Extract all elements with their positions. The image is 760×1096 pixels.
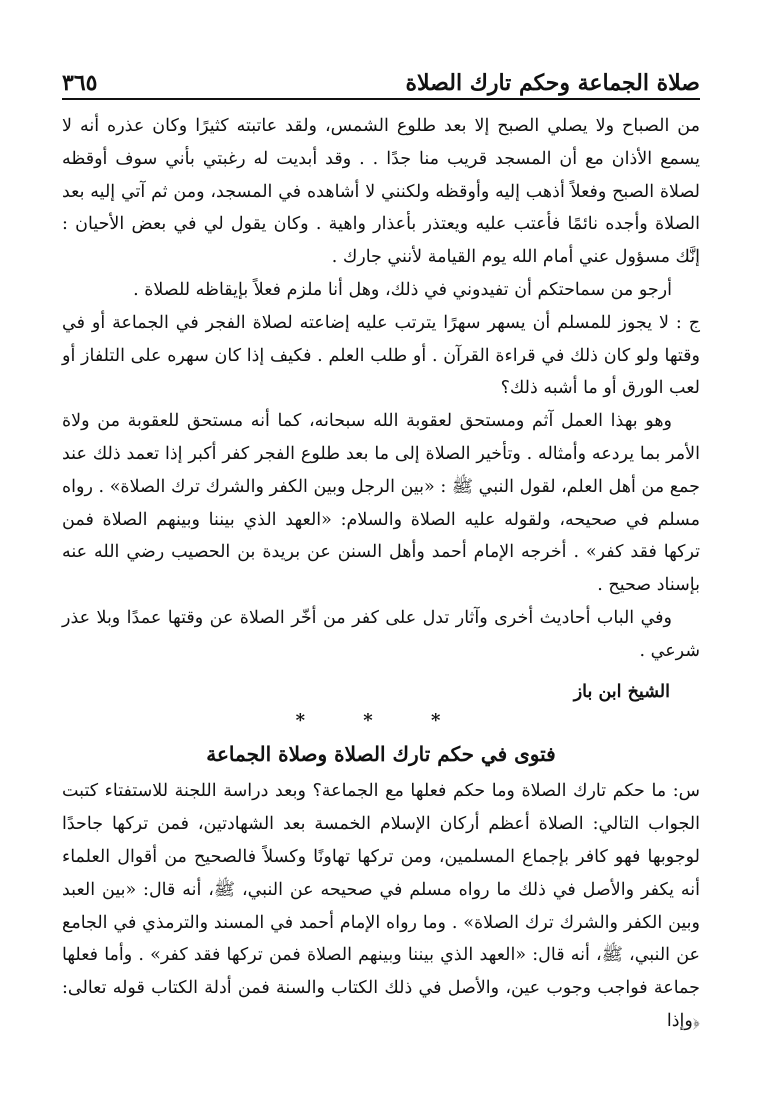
- paragraph: وفي الباب أحاديث أخرى وآثار تدل على كفر من أخّر الصلاة عن وقتها عمدًا وبلا عذر شرعي .: [62, 607, 700, 661]
- paragraph: ج : لا يجوز للمسلم أن يسهر سهرًا يترتب عليه إضاعته لصلاة الفجر في الجماعة أو في وقتها ولو كان ذلك في قراءة القرآن . أو طلب العلم . فكيف إذا كان سهره على التلفاز أو لعب الورق أو ما أشبه ذلك؟: [62, 312, 700, 399]
- section-title: فتوى في حكم تارك الصلاة وصلاة الجماعة: [206, 742, 556, 767]
- page-number: ٣٦٥: [62, 70, 98, 96]
- paragraph: من الصباح ولا يصلي الصبح إلا بعد طلوع الشمس، ولقد عاتبته كثيرًا وكان عذره أنه لا يسمع الأذان مع أن المسجد قريب منا جدًا . . وقد أبديت له رغبتي بأني سوف أوقظه لصلاة الصبح وفعلاً أذهب إليه وأوقظه ولكنني لا أشاهده في المسجد، ومن ثم آتي إليه بعد الصلاة وأجده نائمًا فأعتب عليه ويعتذر بأعذار واهية . وكان يقول لي في بعض الأحيان : إنَّك مسؤول عني أمام الله يوم القيامة لأنني جارك .: [62, 116, 700, 268]
- book-page: [62, 62, 700, 1038]
- page-body: [62, 110, 700, 1038]
- paragraph: أرجو من سماحتكم أن تفيدوني في ذلك، وهل أنا ملزم فعلاً بإيقاظه للصلاة .: [133, 279, 672, 300]
- page-header: [62, 62, 700, 100]
- section-separator: * * *: [295, 710, 467, 732]
- running-title: صلاة الجماعة وحكم تارك الصلاة: [405, 70, 700, 96]
- paragraph: وهو بهذا العمل آثم ومستحق لعقوبة الله سبحانه، كما أنه مستحق للعقوبة من ولاة الأمر بما يردعه وأمثاله . وتأخير الصلاة إلى ما بعد طلوع الفجر كفر أكبر إذا تعمد ذلك عند جمع من أهل العلم، لقول النبي ﷺ : «بين الرجل وبين الكفر والشرك ترك الصلاة» . رواه مسلم في صحيحه، ولقوله عليه الصلاة والسلام: «العهد الذي بيننا وبينهم الصلاة فمن تركها فقد كفر» . أخرجه الإمام أحمد وأهل السنن عن بريدة بن الحصيب رضي الله عنه بإسناد صحيح .: [62, 411, 700, 596]
- paragraph: س: ما حكم تارك الصلاة وما حكم فعلها مع الجماعة؟ وبعد دراسة اللجنة للاستفتاء كتبت الجواب التالي: الصلاة أعظم أركان الإسلام الخمسة بعد الشهادتين، فمن تركها جاحدًا لوجوبها فهو كافر بإجماع المسلمين، ومن تركها تهاونًا وكسلاً فالصحيح من أقوال العلماء أنه يكفر والأصل في ذلك ما رواه مسلم في صحيحه عن النبي، ﷺ، أنه قال: «بين العبد وبين الكفر والشرك ترك الصلاة» . وما رواه الإمام أحمد في المسند والترمذي في الجامع عن النبي، ﷺ، أنه قال: «العهد الذي بيننا وبينهم الصلاة فمن تركها فقد كفر» . وأما فعلها جماعة فواجب وجوب عين، والأصل في ذلك الكتاب والسنة فمن أدلة الكتاب قوله تعالى: ﴿وإذا: [62, 781, 700, 1031]
- fatwa-signature: الشيخ ابن باز: [573, 681, 670, 702]
